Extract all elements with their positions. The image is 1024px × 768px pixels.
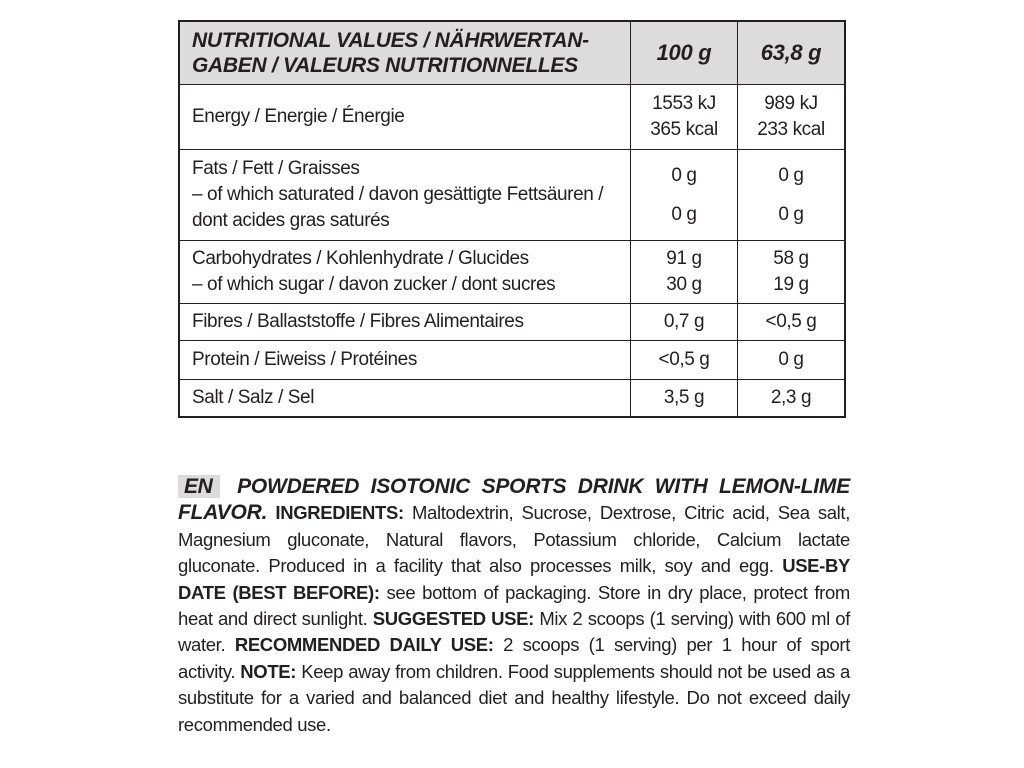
table-row bbox=[179, 304, 845, 341]
fats-serving bbox=[738, 150, 846, 241]
table-row bbox=[179, 241, 845, 304]
suggested-use-text: Mix 2 scoops (1 serving) with 600 ml of water. bbox=[178, 608, 851, 656]
row-label-carbohydrates bbox=[179, 241, 631, 304]
energy-kcal-100g: 365 kcal bbox=[650, 119, 718, 140]
row-label-protein: Protein / Eiweiss / Protéines bbox=[179, 341, 631, 380]
sugar-label: – of which sugar / davon zucker / dont sucres bbox=[192, 274, 556, 295]
table-header-row bbox=[179, 21, 845, 85]
language-badge: EN bbox=[178, 475, 220, 498]
ingredients-label: INGREDIENTS: bbox=[275, 502, 404, 524]
table-row bbox=[179, 85, 845, 150]
energy-serving bbox=[738, 85, 846, 150]
recommended-use-label: RECOMMENDED DAILY USE: bbox=[234, 634, 494, 656]
use-by-text: see bottom of packaging. Store in dry place, protect from heat and direct sunlight. bbox=[178, 581, 850, 630]
energy-kj-100g: 1553 kJ bbox=[652, 93, 716, 114]
salt-value-100g: 3,5 g bbox=[631, 380, 738, 418]
saturated-label-line-2: dont acides gras saturés bbox=[192, 210, 390, 231]
carbohydrates-100g bbox=[631, 241, 738, 304]
fibres-value-100g: 0,7 g bbox=[631, 304, 738, 341]
fats-value-serving: 0 g bbox=[778, 164, 804, 186]
row-label-fats bbox=[179, 150, 631, 241]
note-label: NOTE: bbox=[240, 660, 297, 682]
header-label-line-1: NUTRITIONAL VALUES / NÄHRWERTAN- bbox=[192, 29, 589, 52]
row-label-fibres: Fibres / Ballaststoffe / Fibres Alimentaires bbox=[179, 304, 631, 341]
sugar-value-serving: 19 g bbox=[773, 274, 809, 295]
row-label-salt: Salt / Salz / Sel bbox=[179, 380, 631, 418]
ingredients-text: Maltodextrin, Sucrose, Dextrose, Citric acid, Sea salt, Magnesium gluconate, Natural flavors, Potassium chloride, Calcium lactate gluconate. Produced in a facility that also processes milk, soy and egg. bbox=[178, 502, 851, 577]
energy-kcal-serving: 233 kcal bbox=[757, 119, 825, 140]
protein-value-serving: 0 g bbox=[738, 341, 846, 380]
carbohydrates-label: Carbohydrates / Kohlenhydrate / Glucides bbox=[192, 248, 529, 269]
fats-label: Fats / Fett / Graisses bbox=[192, 158, 360, 179]
table-row bbox=[179, 341, 845, 380]
product-headline: POWDERED ISOTONIC SPORTS DRINK WITH LEMON-LIME FLAVOR. bbox=[178, 475, 850, 525]
fats-value-100g: 0 g bbox=[671, 164, 697, 186]
fibres-value-serving: <0,5 g bbox=[738, 304, 846, 341]
protein-value-100g: <0,5 g bbox=[631, 341, 738, 380]
table-header-label bbox=[179, 21, 631, 85]
recommended-use-text: 2 scoops (1 serving) per 1 hour of sport activity. bbox=[178, 634, 851, 682]
energy-100g bbox=[631, 85, 738, 150]
carbohydrates-serving bbox=[738, 241, 846, 304]
saturated-label-line-1: – of which saturated / davon gesättigte Fettsäuren / bbox=[192, 184, 604, 205]
saturated-value-serving: 0 g bbox=[778, 203, 804, 225]
table-row bbox=[179, 380, 845, 418]
product-description bbox=[178, 474, 850, 738]
row-label-energy: Energy / Energie / Énergie bbox=[179, 85, 631, 150]
header-col-serving: 63,8 g bbox=[738, 21, 846, 85]
header-label-line-2: GABEN / VALEURS NUTRITIONNELLES bbox=[192, 54, 578, 77]
energy-kj-serving: 989 kJ bbox=[764, 93, 818, 114]
suggested-use-label: SUGGESTED USE: bbox=[372, 608, 534, 630]
carbohydrates-value-100g: 91 g bbox=[666, 248, 702, 269]
nutrition-table bbox=[178, 20, 846, 418]
note-text: Keep away from children. Food supplements should not be used as a substitute for a varied and balanced diet and healthy lifestyle. Do not exceed daily recommended use. bbox=[178, 660, 850, 735]
carbohydrates-value-serving: 58 g bbox=[773, 248, 809, 269]
sugar-value-100g: 30 g bbox=[666, 274, 702, 295]
use-by-label: USE-BY DATE (BEST BEFORE): bbox=[178, 555, 850, 603]
saturated-value-100g: 0 g bbox=[671, 203, 697, 225]
salt-value-serving: 2,3 g bbox=[738, 380, 846, 418]
header-col-100g: 100 g bbox=[631, 21, 738, 85]
fats-100g bbox=[631, 150, 738, 241]
table-row bbox=[179, 150, 845, 241]
